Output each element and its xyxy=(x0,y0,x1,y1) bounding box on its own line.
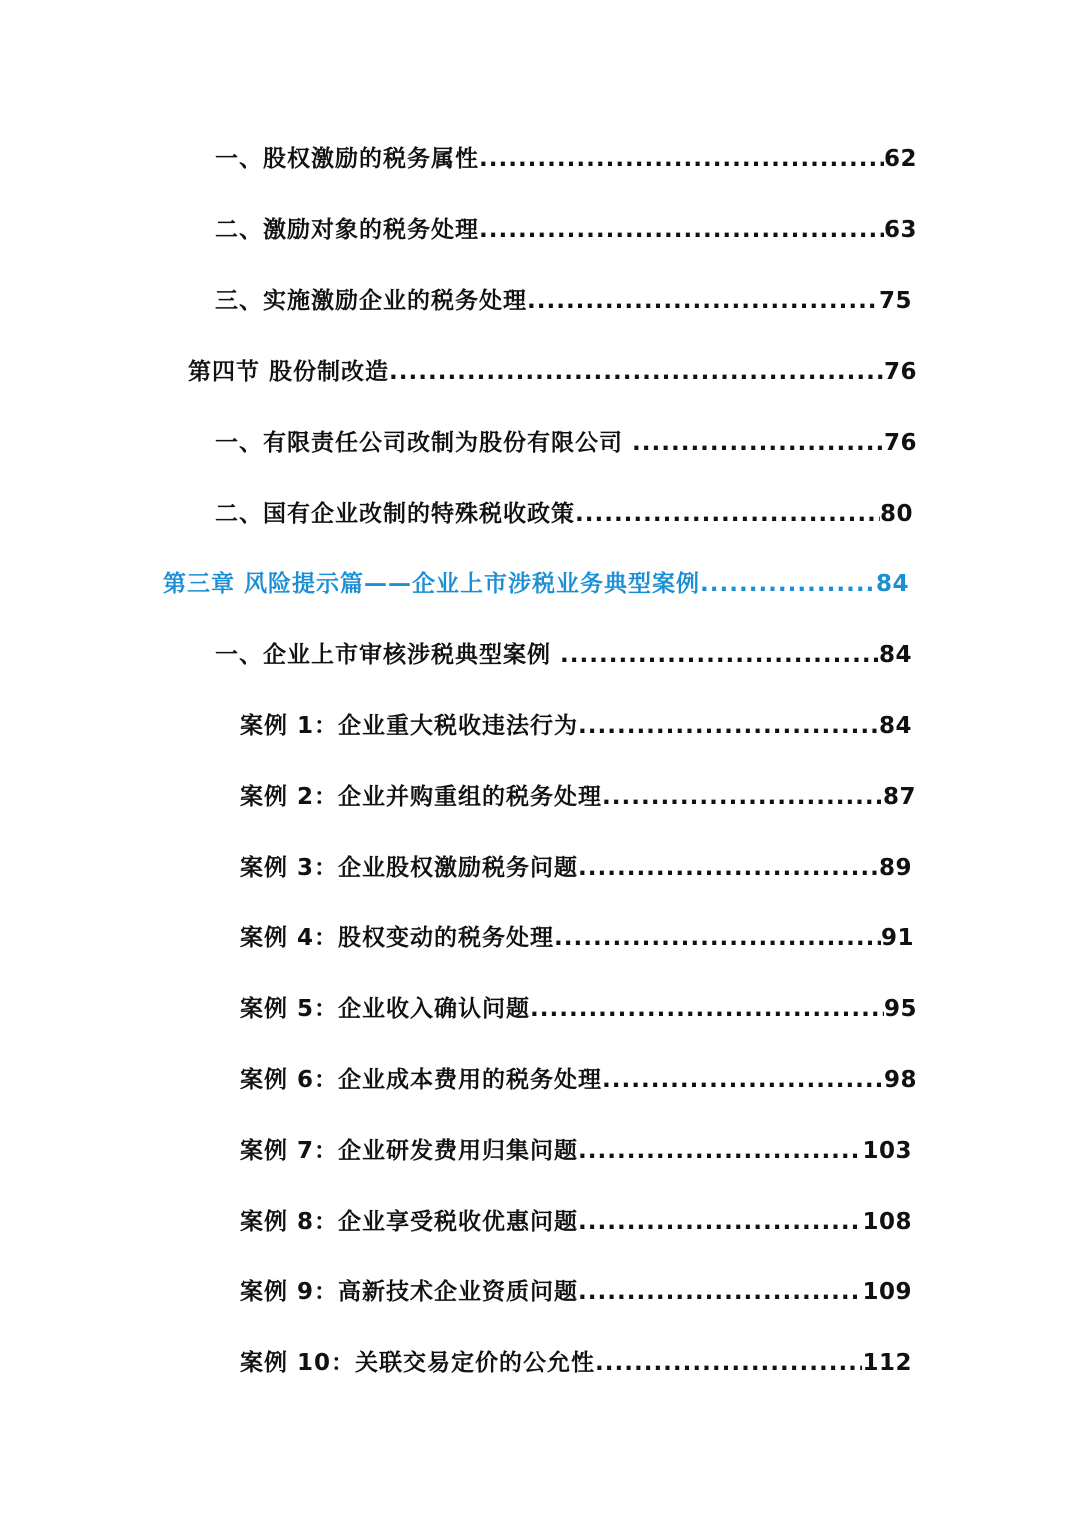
toc-entry-soe-reform-tax-policy[interactable] xyxy=(215,498,913,530)
toc-dot-leader xyxy=(578,710,879,742)
toc-entry-title: 案例 9：高新技术企业资质问题 xyxy=(240,1279,579,1305)
toc-page-number: 89 xyxy=(878,855,912,881)
toc-entry-case-3[interactable] xyxy=(240,852,912,884)
toc-entry-title: 一、有限责任公司改制为股份有限公司 xyxy=(215,430,633,456)
toc-dot-leader xyxy=(578,1135,862,1167)
toc-page-number: 109 xyxy=(862,1279,912,1305)
toc-page-number: 103 xyxy=(862,1138,912,1164)
toc-entry-title: 一、股权激励的税务属性 xyxy=(215,146,479,172)
toc-page-number: 84 xyxy=(878,642,912,668)
toc-entry-title: 案例 6：企业成本费用的税务处理 xyxy=(240,1067,603,1093)
toc-page-number: 91 xyxy=(880,925,914,951)
toc-dot-leader xyxy=(700,568,876,600)
toc-dot-leader xyxy=(595,1347,862,1379)
toc-dot-leader xyxy=(578,1276,862,1308)
toc-entry-listing-review-cases[interactable] xyxy=(215,639,912,671)
toc-entry-title: 案例 1：企业重大税收违法行为 xyxy=(240,713,579,739)
toc-dot-leader xyxy=(602,1064,884,1096)
toc-entry-case-9[interactable] xyxy=(240,1276,912,1308)
toc-page-number: 76 xyxy=(883,359,917,385)
toc-page-number: 63 xyxy=(883,217,917,243)
toc-page-number: 84 xyxy=(875,571,909,597)
toc-dot-leader xyxy=(479,143,884,175)
toc-page-number: 108 xyxy=(862,1209,912,1235)
toc-page-number: 84 xyxy=(878,713,912,739)
toc-entry-title: 二、国有企业改制的特殊税收政策 xyxy=(215,501,575,527)
toc-entry-title: 案例 5：企业收入确认问题 xyxy=(240,996,531,1022)
toc-dot-leader xyxy=(578,1206,862,1238)
toc-page-number: 75 xyxy=(878,288,912,314)
toc-entry-share-incentive-tax-nature[interactable] xyxy=(215,143,917,175)
toc-entry-title: 案例 10：关联交易定价的公允性 xyxy=(240,1350,596,1376)
toc-page-number: 98 xyxy=(883,1067,917,1093)
toc-entry-title: 案例 2：企业并购重组的税务处理 xyxy=(240,784,603,810)
toc-page-number: 112 xyxy=(862,1350,912,1376)
toc-dot-leader xyxy=(578,852,879,884)
toc-page-number: 76 xyxy=(883,430,917,456)
toc-entry-case-5[interactable] xyxy=(240,993,917,1025)
toc-entry-title: 第三章 风险提示篇——企业上市涉税业务典型案例 xyxy=(163,571,701,597)
toc-dot-leader xyxy=(632,427,884,459)
toc-entry-case-10[interactable] xyxy=(240,1347,912,1379)
toc-dot-leader xyxy=(602,781,883,813)
toc-entry-title: 案例 4：股权变动的税务处理 xyxy=(240,925,555,951)
toc-entry-case-8[interactable] xyxy=(240,1206,912,1238)
toc-dot-leader xyxy=(554,922,881,954)
toc-entry-case-7[interactable] xyxy=(240,1135,912,1167)
toc-entry-title: 案例 8：企业享受税收优惠问题 xyxy=(240,1209,579,1235)
toc-entry-chapter-3-risk-cases[interactable] xyxy=(163,568,909,600)
toc-entry-title: 案例 7：企业研发费用归集问题 xyxy=(240,1138,579,1164)
toc-dot-leader xyxy=(560,639,879,671)
toc-entry-incentive-target-tax[interactable] xyxy=(215,214,917,246)
toc-dot-leader xyxy=(527,285,879,317)
toc-entry-section-4-joint-stock-reform[interactable] xyxy=(188,356,917,388)
toc-entry-llc-to-joint-stock[interactable] xyxy=(215,427,917,459)
toc-entry-title: 三、实施激励企业的税务处理 xyxy=(215,288,527,314)
toc-dot-leader xyxy=(479,214,884,246)
toc-entry-case-1[interactable] xyxy=(240,710,912,742)
toc-entry-title: 一、企业上市审核涉税典型案例 xyxy=(215,642,561,668)
toc-page-number: 62 xyxy=(883,146,917,172)
toc-page-number: 80 xyxy=(879,501,913,527)
toc-entry-title: 二、激励对象的税务处理 xyxy=(215,217,479,243)
toc-entry-case-6[interactable] xyxy=(240,1064,917,1096)
toc-entry-title: 第四节 股份制改造 xyxy=(188,359,390,385)
toc-entry-case-4[interactable] xyxy=(240,922,914,954)
toc-entry-implementing-company-tax[interactable] xyxy=(215,285,912,317)
toc-page-number: 95 xyxy=(883,996,917,1022)
toc-dot-leader xyxy=(530,993,884,1025)
toc-page-number: 87 xyxy=(882,784,916,810)
toc-entry-case-2[interactable] xyxy=(240,781,916,813)
toc-dot-leader xyxy=(389,356,884,388)
toc-entry-title: 案例 3：企业股权激励税务问题 xyxy=(240,855,579,881)
toc-dot-leader xyxy=(575,498,880,530)
